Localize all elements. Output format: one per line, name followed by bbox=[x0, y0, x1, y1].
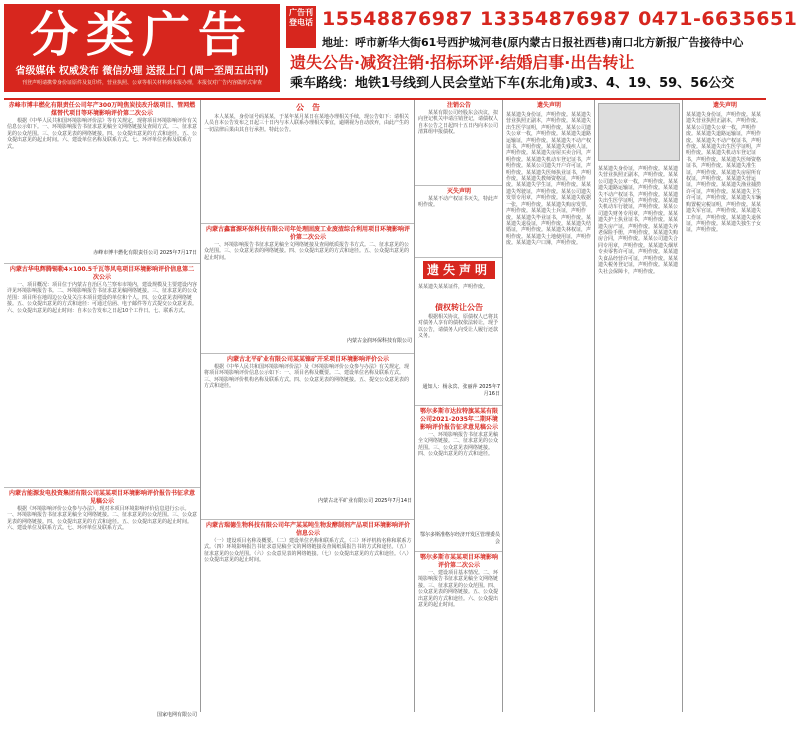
column-1 bbox=[4, 100, 200, 718]
notice-title: 鄂尔多斯市达拉特旗某某有限公司2021-2035年二期环境影响评价报告征求意见稿公示 bbox=[419, 408, 498, 431]
phone-numbers: 15548876987 13354876987 0471-6635651 bbox=[322, 8, 797, 30]
notice-body: 根据《中华人民共和国环境影响评价法》等有关规定，现将项目环境影响评价有关信息公示如下。一、环境影响报告书征求意见稿全文网络链接及查阅方式。二、征求意见的公众范围。三、公众意见表的网络链接。四、公众提出意见的方式和途径。五、公众提出意见的起止时间。六、建设单位名称及联系方式。七、环评单位名称及联系方式。 bbox=[7, 118, 198, 150]
notice-body: 一、项目概况：项目位于内蒙古自治区乌兰察布市境内，建设规模及主要建设内容详见环境影响报告书。二、环境影响报告书征求意见稿网络链接。三、征求意见的公众范围：项目所在地周边公众及关注本项目建设的单位和个人。四、公众意见表网络链接。五、公众提出意见的方式和途径：可通过信函、电子邮件等方式提交公众意见表。六、公众提出意见的起止时间：自本公告发布之日起10个工作日。七、联系方式。 bbox=[7, 282, 198, 314]
services-line: 遗失公告·减资注销·招标环评·结婚启事·出告转让 bbox=[290, 53, 635, 72]
page-title: 分类广告 bbox=[29, 7, 254, 63]
notice-title: 债权转让公告 bbox=[435, 303, 483, 312]
logo-note: 刊登声明请携带身份证原件及复印件，营业执照、公章等相关材料到本报办理，本报仅对广告内容做形式审查 bbox=[21, 80, 262, 86]
notice-signature: 通知人：杨永宾、张丽萍 2025年7月16日 bbox=[422, 384, 500, 397]
notice-signature: 鄂尔多斯准格尔经济开发区管理委员会 bbox=[419, 532, 500, 545]
notice-title: 公 告 bbox=[296, 103, 320, 112]
notice-body: 本人某某，身份证号码某某，于某年某月某日在某地办理相关手续，现公告如下：请相关人员自本公告发布之日起三十日内与本人联系办理相关事宜，逾期视为自动放弃，由此产生的一切法律后果由其自行承担。特此公告。 bbox=[204, 114, 410, 133]
notice bbox=[415, 406, 503, 552]
notice bbox=[201, 354, 415, 520]
notice bbox=[4, 488, 200, 719]
notice-title: 鄂尔多斯市某某项目环境影响评价第二次公示 bbox=[419, 554, 498, 569]
address-line: 地址：呼市新华大街61号西护城河巷(原内蒙古日报社西巷)南口北方新报广告接待中心 bbox=[322, 36, 744, 49]
notice-signature: 内蒙古北平矿业有限公司 2025年7月14日 bbox=[318, 498, 412, 504]
notice-title: 内蒙古瑞德生物科技有限公司年产某某吨生物发酵制剂产品项目环境影响评价信息公示 bbox=[205, 522, 410, 537]
notice-title: 遗失声明 bbox=[712, 102, 737, 109]
notice bbox=[201, 100, 415, 224]
notice-title: 内蒙古华电辉腾锡勒4×100.5千瓦等风电项目环境影响评价信息第二次公示 bbox=[9, 266, 195, 281]
column-6 bbox=[682, 100, 767, 712]
column-2 bbox=[200, 100, 415, 712]
masthead bbox=[0, 0, 797, 98]
notice-title: 赤峰市博丰燃化有限责任公司年产300万吨焦炭技改升级项目、管网燃煤替代项目等环境影响评价第二次公示 bbox=[8, 102, 196, 117]
notice bbox=[4, 264, 200, 488]
column-5 bbox=[594, 100, 683, 712]
notice-signature: 国家电网有限公司 bbox=[156, 712, 197, 718]
notice-body: 根据《中华人民共和国环境影响评价法》及《环境影响评价公众参与办法》有关规定，现将项目环境影响评价信息公示如下：一、项目名称及概要。二、建设单位名称及联系方式。三、环境影响评价机构名称及联系方式。四、公众意见表的网络链接。五、提交公众意见表的方式和途径。 bbox=[204, 364, 410, 390]
notice-title: 遗失声明 bbox=[536, 102, 561, 109]
notice-title: 注销公告 bbox=[446, 102, 471, 109]
notice bbox=[201, 520, 415, 735]
column-4 bbox=[502, 100, 595, 712]
notice-body: 某某遗失某某证件，声明作废。 bbox=[418, 284, 489, 290]
notice-body: 一、环境影响报告书征求意见稿全文网络链接。二、征求意见的公众范围。三、公众意见表网络链接。四、公众提出意见的方式和途径。 bbox=[418, 432, 499, 458]
notice bbox=[415, 552, 503, 707]
notice bbox=[415, 300, 503, 406]
notice-list: 某某遗失身份证，声明作废。某某遗失营业执照正副本，声明作废。某某遗失出生医学证明，声明作废。某某公司遗失公章一枚，声明作废。某某遗失道路运输证，声明作废。某某遗失不动产权证书，声明作废。某某遗失残疾人证，声明作废。某某遗失房屋买卖合同，声明作废。某某遗失机动车登记证书，声明作废。某某公司遗失开户许可证，声明作废。某某遗失医师执业证书，声明作废。某某遗失教师资格证，声明作废。某某遗失学生证，声明作废。某某遗失驾驶证，声明作废。某某公司遗失发票专用章，声明作废。某某遗失收据一张，声明作废。某某遗失购房发票，声明作废。某某遗失士兵证，声明作废。某某遗失毕业证书，声明作废。某某遗失退役证，声明作废。某某遗失结婚证，声明作废。某某遗失林权证，声明作废。某某遗失土地使用证，声明作废。某某遗失户口簿，声明作废。 bbox=[506, 112, 592, 247]
logo-box bbox=[4, 4, 280, 92]
notice-list: 某某遗失身份证，声明作废。某某遗失营业执照正副本，声明作废。某某公司遗失公章一枚，声明作废。某某遗失道路运输证，声明作废。某某遗失不动产权证书，声明作废。某某遗失出生医学证明，声明作废。某某遗失机动车登记证书，声明作废。某某遗失医师资格证书，声明作废。某某遗失准生证，声明作废。某某遗失房屋所有权证，声明作废。某某遗失营运证，声明作废。某某遗失渔业捕捞许可证，声明作废。某某遗失卫生许可证，声明作废。某某遗失车辆购置税完税证明，声明作废。某某遗失军官证，声明作废。某某遗失工作证，声明作废。某某遗失退休证，声明作废。某某遗失独生子女证，声明作废。 bbox=[686, 112, 762, 234]
classified-columns bbox=[4, 98, 766, 718]
notice-title: 灭失声明 bbox=[446, 188, 471, 195]
notice bbox=[4, 100, 200, 264]
notice-signature: 赤峰市博丰燃化有限责任公司 2025年7月17日 bbox=[93, 250, 197, 256]
notice-body: 一、建设项目基本情况。二、环境影响报告书征求意见稿全文网络链接。三、征求意见的公众范围。四、公众意见表的网络链接。五、公众提出意见的方式和途径。六、公众提出意见的起止时间。 bbox=[418, 570, 499, 609]
notice-body: 一、环境影响报告书征求意见稿全文网络链接及查阅纸质报告书方式。二、征求意见的公众范围。三、公众意见表的网络链接。四、公众提出意见的方式和途径。五、公众提出意见的起止时间。 bbox=[204, 242, 410, 261]
column-3 bbox=[414, 100, 503, 712]
notice-list: 某某遗失身份证，声明作废。某某遗失营业执照正副本，声明作废。某某公司遗失公章一枚，声明作废。某某遗失道路运输证，声明作废。某某遗失不动产权证书，声明作废。某某遗失出生医学证明，声明作废。某某遗失机动车行驶证，声明作废。某某公司遗失财务专用章，声明作废。某某遗失护士执业证书，声明作废。某某遗失房产证，声明作废。某某遗失养老保险手册，声明作废。某某遗失购房合同，声明作废。某某公司遗失合同专用章，声明作废。某某遗失烟草专卖零售许可证，声明作废。某某遗失食品经营许可证，声明作废。某某遗失税务登记证，声明作废。某某遗失社会保障卡，声明作废。 bbox=[598, 166, 679, 275]
photo-placeholder bbox=[598, 103, 680, 161]
notice-body: 根据《环境影响评价公众参与办法》，现对本项目环境影响评价信息进行公示。一、环境影响报告书征求意见稿全文网络链接。二、征求意见的公众范围。三、公众意见表的网络链接。四、公众提出意见的方式和途径。五、公众提出意见的起止时间。六、建设单位及联系方式。七、环评单位及联系方式。 bbox=[7, 506, 198, 532]
logo-subtitle: 省级媒体 权威发布 微信办理 送报上门 (周一至周五出刊) bbox=[15, 66, 269, 77]
notice-title: 内蒙古鑫富源环保科技有限公司年处理固废工业废渣综合利用项目环境影响评价第二次公示 bbox=[205, 226, 410, 241]
notice-title: 内蒙古能源发电投资集团有限公司某某项目环境影响评价报告书征求意见稿公示 bbox=[8, 490, 195, 505]
notice bbox=[415, 100, 503, 186]
notice-signature: 内蒙古金润环保科技有限公司 bbox=[346, 338, 412, 344]
notice bbox=[201, 224, 415, 354]
section-banner: 遗失声明 bbox=[423, 261, 495, 279]
notice-title: 内蒙古北平矿业有限公司某某镍矿开采项目环境影响评价公示 bbox=[226, 356, 389, 363]
notice-body: 根据相关协议，原债权人已将其对债务人享有的债权依法转让，现予以公告，请债务人向受让人履行还款义务。 bbox=[418, 314, 499, 340]
notice bbox=[415, 186, 503, 258]
notice-body: 某某不动产权证书灭失，特此声明作废。 bbox=[418, 196, 499, 209]
hotline-label: 广告刊登电话 bbox=[286, 6, 316, 48]
route-line: 乘车路线：地铁1号线到人民会堂站下车(东北角)或3、4、19、59、56公交 bbox=[290, 76, 735, 91]
notice-body: （一）建设项目名称及概要。（二）建设单位名称和联系方式。（三）环评机构名称和联系方式。（四）环境影响报告书征求意见稿全文的网络链接及查阅纸质报告书的方式和途径。（五）征求意见的公众范围。（六）公众意见表的网络链接。（七）公众提出意见的方式和途径。（八）公众提出意见的起止时间。 bbox=[204, 538, 412, 564]
notice-body: 某某有限公司经股东会决议，拟向登记机关申请注销登记，请债权人自本公告之日起四十五日内向本公司清算组申报债权。 bbox=[418, 110, 499, 136]
